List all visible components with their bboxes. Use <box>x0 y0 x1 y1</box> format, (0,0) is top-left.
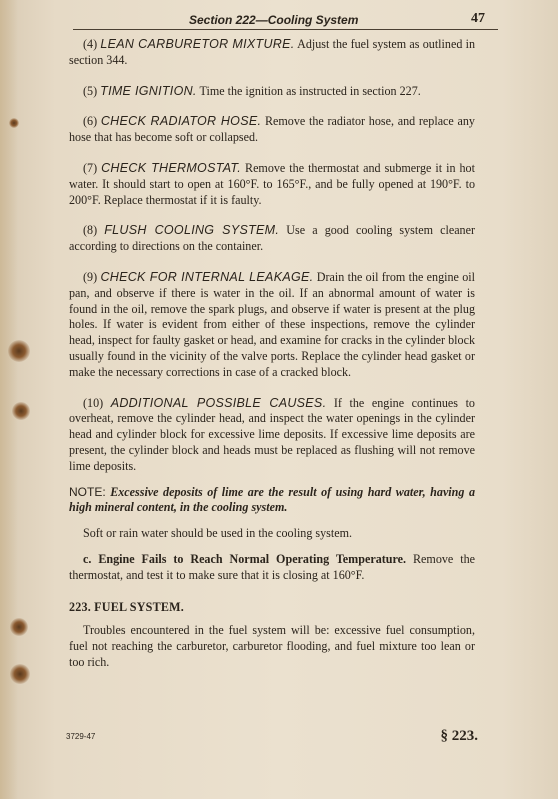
item-heading: FLUSH COOLING SYSTEM. <box>104 223 280 238</box>
item-text: Adjust the fuel system as outlined in section 344. <box>69 37 475 67</box>
item-number: (6) <box>83 114 98 129</box>
item-heading: ADDITIONAL POSSIBLE CAUSES. <box>110 395 327 410</box>
note-label: NOTE: <box>69 484 106 499</box>
burn-mark <box>10 664 30 684</box>
item-text: Remove the thermostat and submerge it in hot water. It should start to open at 160°F. to 165°F., and be fully opened at 190°F. to 200°F. Replace thermostat if it is faulty. <box>69 160 475 207</box>
burn-mark <box>10 618 28 636</box>
burn-mark <box>9 118 19 128</box>
item-number: (7) <box>83 160 98 175</box>
item-number: (9) <box>83 269 98 284</box>
header-title: Section 222—Cooling System <box>189 13 359 27</box>
subsection-c-text: Remove the thermostat, and test it to make sure that it is closing at 160°F. <box>69 551 475 582</box>
item-4 <box>69 37 475 69</box>
soft-water-paragraph: Soft or rain water should be used in the cooling system. <box>83 526 353 541</box>
section-223-heading: 223. FUEL SYSTEM. <box>69 599 184 614</box>
item-heading: CHECK FOR INTERNAL LEAKAGE. <box>100 269 314 284</box>
page-number: 47 <box>471 11 485 26</box>
item-7 <box>69 161 475 208</box>
burn-mark <box>8 340 30 362</box>
section-223-text: Troubles encountered in the fuel system will be: excessive fuel consumption, fuel not reaching the carburetor, carburetor flooding, and fuel mixture too lean or too rich. <box>69 623 475 669</box>
item-heading: TIME IGNITION. <box>100 83 197 98</box>
item-number: (5) <box>83 83 98 98</box>
section-mark: § 223. <box>440 728 478 744</box>
item-10 <box>69 396 475 475</box>
item-text: Use a good cooling system cleaner according to directions on the container. <box>69 223 476 254</box>
page-footer <box>66 728 478 745</box>
subsection-c <box>69 552 475 584</box>
item-heading: CHECK THERMOSTAT. <box>101 160 241 175</box>
note-paragraph <box>69 485 475 517</box>
item-heading: LEAN CARBURETOR MIXTURE. <box>100 37 295 51</box>
item-5 <box>69 84 475 100</box>
item-heading: CHECK RADIATOR HOSE. <box>100 114 262 129</box>
item-number: (8) <box>83 223 98 238</box>
item-6 <box>69 114 475 146</box>
item-9 <box>69 270 475 381</box>
subsection-c-heading: c. Engine Fails to Reach Normal Operating Temperature. <box>83 551 407 566</box>
item-number: (10) <box>83 395 104 410</box>
print-code: 3729-47 <box>66 732 96 741</box>
item-text: Time the ignition as instructed in section 227. <box>199 83 421 98</box>
item-text: Remove the radiator hose, and replace any hose that has become soft or collapsed. <box>69 114 475 145</box>
page-body <box>69 37 475 681</box>
burn-mark <box>12 402 30 420</box>
item-number: (4) <box>83 37 98 51</box>
item-text: If the engine continues to overheat, remove the cylinder head, and inspect the water openings in the cylinder head and cylinder block for excessive lime deposits. If excessive lime deposits are present, the cylinder block and heads must be replaced as flushing will not remove lime deposits. <box>69 395 475 473</box>
item-text: Drain the oil from the engine oil pan, and observe if there is water in the oil. If an abnormal amount of water is found in the oil, remove the spark plugs, and observe if water is present at the plug holes. If water is evident from either of these inspections, remove the cylinder head, inspect for faulty gasket or head, and examine for cracks in the cylinder block usually found in the vicinity of the valve ports. Replace the cylinder head gasket or make the necessary corrections in case of a cracked block. <box>69 269 475 379</box>
note-text: Excessive deposits of lime are the result of using hard water, having a high mineral content, in the cooling system. <box>69 484 475 515</box>
running-header <box>73 3 498 30</box>
item-8 <box>69 223 475 255</box>
